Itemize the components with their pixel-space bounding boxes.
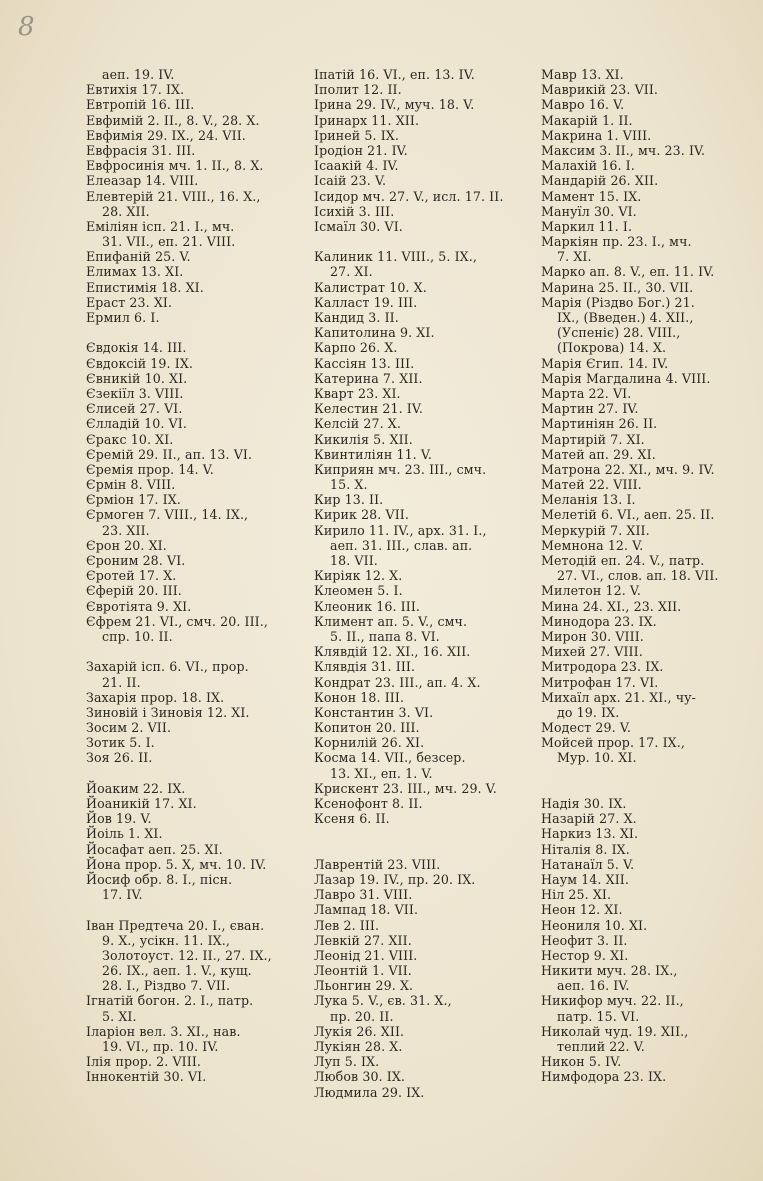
index-entry: Евтропій 16. III. [86,97,195,113]
index-entry: Клеоник 16. III. [314,598,421,614]
index-entry-continuation: Золотоуст. 12. II., 27. IX., [102,947,272,963]
index-entry: Марія Магдалина 4. VIII. [541,370,711,386]
index-entry: Неониля 10. XI. [541,917,648,933]
index-entry: Йосафат аеп. 25. XI. [86,841,223,857]
index-entry: Кассіян 13. III. [314,355,415,371]
index-entry: Мандарій 26. XII. [541,173,659,189]
index-entry: Макрина 1. VIII. [541,127,652,143]
section-gap [86,766,296,781]
index-entry: Іполит 12. II. [314,82,402,98]
index-entry-continuation: 28. XII. [102,203,150,219]
index-entry: Лаврентій 23. VIII. [314,856,441,872]
index-entry: Ісмаїл 30. VI. [314,218,403,234]
index-entry: Мартирій 7. XI. [541,431,645,447]
index-entry: Кварт 23. XI. [314,385,401,401]
index-entry-continuation: 13. XI., еп. 1. V. [330,765,433,781]
index-entry: Ігнатій богон. 2. I., патр. [86,993,254,1009]
index-entry: Методій еп. 24. V., патр. [541,553,705,568]
index-entry-continuation: аеп. 16. IV. [557,978,630,994]
index-entry: Йосиф обр. 8. I., пісн. [86,871,233,887]
index-entry: Лазар 19. IV., пр. 20. IX. [314,871,476,887]
index-entry: Йоаким 22. IX. [86,780,186,796]
index-entry: Меланія 13. I. [541,492,636,508]
index-entry: Косма 14. VII., безсер. [314,750,466,766]
index-entry: Климент ап. 5. V., смч. [314,613,468,629]
index-entry: Ірина 29. IV., муч. 18. V. [314,97,475,113]
section-gap [541,781,741,796]
index-entry: Мартин 27. IV. [541,401,639,417]
index-entry-continuation: 7. XI. [557,249,592,265]
index-entry: Маркіян пр. 23. I., мч. [541,234,692,250]
index-entry: Єрміон 17. IX. [86,492,181,508]
index-entry: Клявдій 12. XI., 16. XII. [314,644,471,660]
index-entry: Людмила 29. IX. [314,1084,425,1100]
index-entry: Евфрасія 31. III. [86,142,196,158]
index-entry-continuation: 9. X., усікн. 11. IX., [102,932,230,948]
index-entry: Крискент 23. III., мч. 29. V. [314,780,497,796]
index-entry: Елевтерій 21. VIII., 16. X., [86,188,261,204]
index-entry: Квинтиліян 11. V. [314,446,432,462]
index-entry-continuation: теплий 22. V. [557,1039,645,1054]
index-entry: Йоіль 1. XI. [86,826,163,842]
index-entry-continuation: IX., (Введен.) 4. XII., [557,310,694,325]
index-entry: Ісидор мч. 27. V., исл. 17. II. [314,188,504,204]
index-entry: Евфимій 2. II., 8. V., 28. X. [86,112,260,128]
index-entry: Ілія прор. 2. VIII. [86,1054,201,1070]
index-entry: Єротей 17. X. [86,568,177,584]
index-entry: Марко ап. 8. V., еп. 11. IV. [541,264,715,280]
index-entry: Єрмін 8. VIII. [86,477,176,493]
index-entry: Матей 22. VIII. [541,477,642,493]
index-entry: Митродора 23. IX. [541,659,664,675]
index-entry: Неон 12. XI. [541,902,623,918]
index-entry: Йона прор. 5. X, мч. 10. IV. [86,856,267,872]
index-entry: Ераст 23. XI. [86,294,173,310]
index-entry: Мирон 30. VIII. [541,628,644,644]
index-entry: Мина 24. XI., 23. XII. [541,598,682,614]
index-entry: Єрон 20. XI. [86,537,167,553]
index-entry: Клеомен 5. I. [314,583,403,599]
index-entry: Михей 27. VIII. [541,644,643,660]
index-entry: Леонід 21. VIII. [314,947,418,963]
index-entry: Елимах 13. XI. [86,264,184,280]
section-gap [314,826,526,841]
index-entry: Йов 19. V. [86,811,152,827]
index-entry: Євникій 10. XI. [86,370,188,386]
index-entry-continuation: пр. 20. II. [330,1008,394,1024]
index-entry: Киріяк 12. X. [314,568,403,584]
index-entry: Ісаій 23. V. [314,173,387,189]
index-entry: Минодора 23. IX. [541,613,657,629]
index-entry: Зосим 2. VII. [86,720,172,736]
index-entry: Ермил 6. I. [86,310,160,325]
index-entry: Кондрат 23. III., ап. 4. X. [314,674,481,690]
index-entry: Кирик 28. VII. [314,507,409,523]
index-entry: Келсій 27. X. [314,416,401,432]
index-entry: Калласт 19. III. [314,294,418,310]
index-entry: Єремій 29. II., ап. 13. VI. [86,446,253,462]
index-entry: Катерина 7. XII. [314,370,423,386]
index-entry: Єферій 20. III. [86,583,182,599]
index-entry: Іриней 5. IX. [314,127,399,143]
index-entry-continuation: (Успеніє) 28. VIII., [557,325,681,341]
index-entry: Клявдія 31. III. [314,659,416,675]
section-gap [86,325,296,340]
index-entry-continuation: 19. VI., пр. 10. IV. [102,1039,219,1054]
index-entry-continuation: 28. I., Різдво 7. VII. [102,978,231,994]
index-entry: Макарій 1. II. [541,112,633,128]
index-entry: Іннокентій 30. VI. [86,1069,207,1085]
index-entry: Калиник 11. VIII., 5. IX., [314,249,477,265]
index-entry: Никити муч. 28. IX., [541,963,678,979]
index-entry: Лукія 26. XII. [314,1023,405,1039]
index-entry: Зиновій і Зиновія 12. XI. [86,704,250,720]
index-entry: Епифаній 25. V. [86,249,191,265]
index-entry: Ісаакій 4. IV. [314,158,399,174]
index-entry: Корнилій 26. XI. [314,735,425,751]
index-entry-continuation: 18. VII. [330,553,378,568]
index-entry: Меркурій 7. XII. [541,522,650,538]
index-entry: Мелетій 6. VI., аеп. 25. II. [541,507,715,523]
index-entry-continuation: патр. 15. VI. [557,1008,640,1024]
index-entry: Кирило 11. IV., арх. 31. I., [314,522,487,538]
index-entry: Маврикій 23. VII. [541,82,659,98]
index-entry: Мойсей прор. 17. IX., [541,735,685,751]
section-gap [86,644,296,659]
index-entry: Наркиз 13. XI. [541,826,639,842]
index-entry: Мавр 13. XI. [541,67,624,82]
index-entry: Єлладій 10. VI. [86,416,187,432]
index-entry: Ніл 25. XI. [541,887,612,903]
index-entry: Кир 13. II. [314,492,384,508]
index-entry: Єлисей 27. VI. [86,401,183,417]
page-number-mark: 8 [18,12,35,42]
index-entry: Милетон 12. V. [541,583,642,599]
index-entry-continuation: 5. XI. [102,1008,137,1024]
section-gap [86,902,296,917]
index-entry: Ніталія 8. IX. [541,841,630,857]
index-entry: Зоя 26. II. [86,750,153,766]
section-gap [314,234,526,249]
index-entry: Зотик 5. I. [86,735,155,751]
index-entry: Кандид 3. II. [314,310,399,325]
index-entry: Надія 30. IX. [541,796,627,811]
index-entry: Евтихія 17. IX. [86,82,185,98]
index-entry: Мануїл 30. VI. [541,203,637,219]
index-entry: Єремія прор. 14. V. [86,461,214,477]
index-entry: Лукіян 28. X. [314,1039,403,1054]
index-entry: Марія Єгип. 14. IV. [541,355,669,371]
index-entry-continuation: 21. II. [102,674,141,690]
index-entry: Капитолина 9. XI. [314,325,435,341]
index-entry: Ксенофонт 8. II. [314,796,423,811]
index-entry: Лампад 18. VII. [314,902,419,918]
index-entry: Михаїл арх. 21. XI., чу- [541,689,696,705]
index-entry: Назарій 27. X. [541,811,637,827]
index-entry: Іринарх 11. XII. [314,112,420,128]
index-entry-continuation: 27. XI. [330,264,373,280]
index-column-3 [541,67,741,1085]
index-entry: Киприян мч. 23. III., смч. [314,461,487,477]
index-entry: Єракс 10. XI. [86,431,174,447]
index-entry: Модест 29. V. [541,720,631,736]
index-entry: Конон 18. III. [314,689,405,705]
index-entry-continuation: 23. XII. [102,522,150,538]
index-entry: Єзекіїл 3. VIII. [86,385,184,401]
index-entry-continuation: 26. IX., аеп. 1. V., кущ. [102,963,252,979]
index-entry: Леонтій 1. VII. [314,963,412,979]
index-entry: Єфрем 21. VI., смч. 20. III., [86,613,268,629]
index-entry-continuation: 31. VII., еп. 21. VIII. [102,234,236,250]
index-entry: Марина 25. II., 30. VII. [541,279,694,295]
index-entry: Кикилія 5. XII. [314,431,413,447]
index-entry: Николай чуд. 19. XII., [541,1023,689,1039]
index-entry-continuation: спр. 10. II. [102,628,173,644]
index-entry: Іван Предтеча 20. I., єван. [86,917,265,933]
index-entry: Келестин 21. IV. [314,401,423,417]
index-entry: Марта 22. VI. [541,385,632,401]
index-entry: Лев 2. III. [314,917,380,933]
index-entry-continuation: до 19. IX. [557,704,620,720]
index-entry: Епистимія 18. XI. [86,279,204,295]
index-column-2 [314,67,526,1100]
index-entry: Натанаїл 5. V. [541,856,635,872]
index-entry-continuation: 15. X. [330,477,368,493]
index-entry: Лука 5. V., єв. 31. X., [314,993,452,1009]
index-entry-continuation: 17. IV. [102,887,143,903]
index-entry: Евфросинія мч. 1. II., 8. X. [86,158,264,174]
index-entry: Ксеня 6. II. [314,811,390,827]
index-entry: Льонгин 29. X. [314,978,414,994]
index-entry: Нестор 9. XI. [541,947,629,963]
index-entry-continuation: Мур. 10. XI. [557,750,637,766]
index-entry: Еміліян ісп. 21. I., мч. [86,218,235,234]
index-entry: Митрофан 17. VI. [541,674,659,690]
index-entry: Ісихій 3. III. [314,203,395,219]
section-gap [541,766,741,781]
index-entry: Нимфодора 23. IX. [541,1069,667,1085]
index-entry: Євдоксій 19. IX. [86,355,193,371]
index-entry: Євротіята 9. XI. [86,598,192,614]
index-entry: Никон 5. IV. [541,1054,622,1070]
index-entry: Любов 30. IX. [314,1069,406,1085]
index-entry: Марія (Різдво Бог.) 21. [541,294,695,310]
index-entry: Іларіон вел. 3. XI., нав. [86,1023,241,1039]
index-entry: Неофит 3. II. [541,932,628,948]
index-entry: Мартиніян 26. II. [541,416,658,432]
index-entry: Никифор муч. 22. II., [541,993,684,1009]
index-entry: Луп 5. IX. [314,1054,380,1070]
index-entry: Єрмоген 7. VIII., 14. IX., [86,507,249,523]
index-entry: Маркил 11. I. [541,218,633,234]
index-entry: Мамент 15. IX. [541,188,642,204]
index-entry: Мавро 16. V. [541,97,625,113]
index-entry: Матей ап. 29. XI. [541,446,656,462]
index-entry: Левкій 27. XII. [314,932,412,948]
index-entry: Наум 14. XII. [541,871,629,887]
section-gap [314,842,526,857]
index-entry: Евфимія 29. IX., 24. VII. [86,127,246,143]
index-entry: Захарій ісп. 6. VI., прор. [86,659,249,675]
index-entry: Іродіон 21. IV. [314,142,408,158]
index-entry-continuation: 5. II., папа 8. VI. [330,628,440,644]
index-entry-continuation: аеп. 31. III., слав. ап. [330,537,473,553]
index-entry-continuation: (Покрова) 14. X. [557,340,667,356]
index-entry: Матрона 22. XI., мч. 9. IV. [541,461,715,477]
index-entry: Лавро 31. VIII. [314,887,413,903]
index-entry: Елеазар 14. VIII. [86,173,199,189]
index-entry: Мемнона 12. V. [541,537,644,553]
index-entry: Карпо 26. X. [314,340,398,356]
index-entry: Калистрат 10. X. [314,279,427,295]
index-entry: Євдокія 14. III. [86,340,187,356]
index-column-1 [86,67,296,1085]
index-entry: Іпатій 16. VI., еп. 13. IV. [314,67,475,82]
index-entry: Константин 3. VI. [314,704,434,720]
index-entry: Малахій 16. I. [541,158,635,174]
index-entry: Йоаникій 17. XI. [86,796,197,811]
index-entry: Максим 3. II., мч. 23. IV. [541,142,706,158]
index-entry-continuation: аеп. 19. IV. [102,67,175,82]
index-entry: Копитон 20. III. [314,720,420,736]
index-entry: Захарія прор. 18. IX. [86,689,225,705]
index-entry: Єроним 28. VI. [86,553,186,568]
index-entry-continuation: 27. VI., слов. ап. 18. VII. [557,568,719,584]
